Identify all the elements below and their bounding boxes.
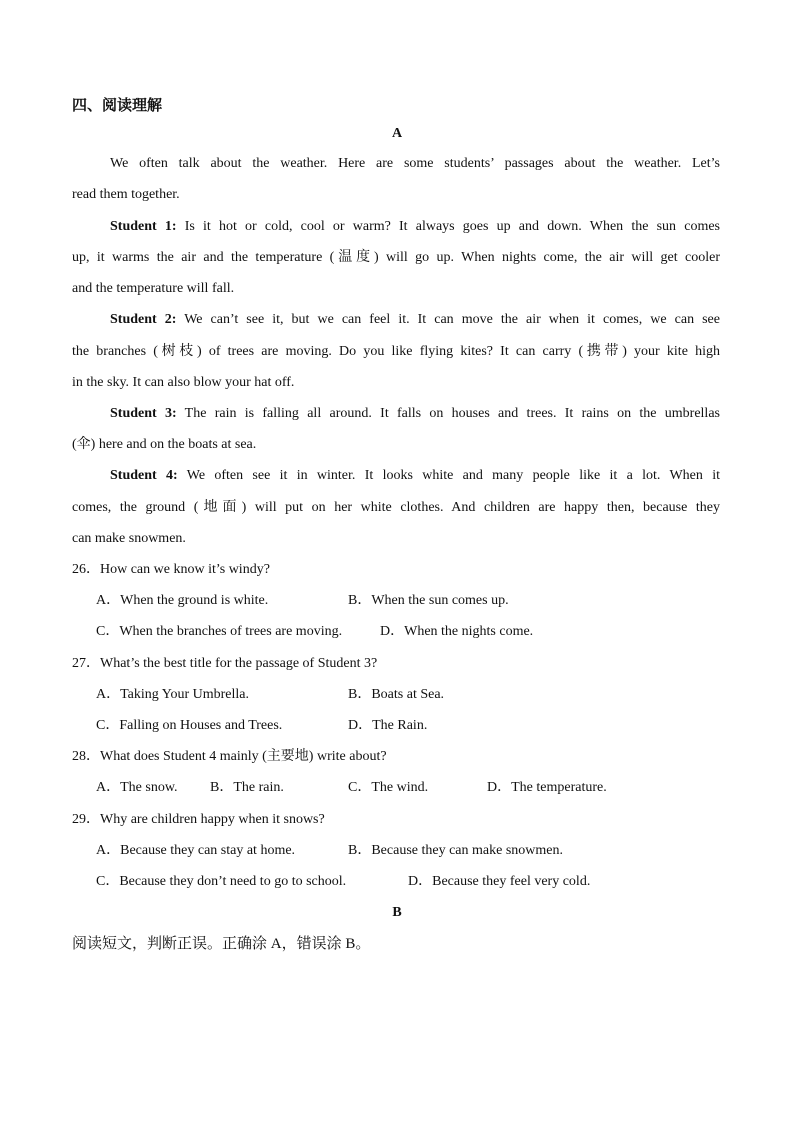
question-28-option-c: C．The wind. xyxy=(348,780,429,795)
student-1-line-2: up, it warms the air and the temperature (温度) will go up. When nights come, the air will get cooler xyxy=(72,250,720,265)
student-3-text: The rain is falling all around. It falls on houses and trees. It rains on the umbrellas xyxy=(184,406,720,421)
student-3-label: Student 3: xyxy=(110,406,177,421)
student-1-label: Student 1: xyxy=(110,219,177,234)
question-26-option-d: D．When the nights come. xyxy=(380,624,534,639)
intro-line-1: We often talk about the weather. Here are some students’ passages about the weather. Let’s xyxy=(110,156,720,171)
student-2-label: Student 2: xyxy=(110,312,177,327)
part-b-instruction: 阅读短文，判断正误。正确涂 A，错误涂 B。 xyxy=(72,936,371,952)
question-29-option-b: B．Because they can make snowmen. xyxy=(348,843,563,858)
question-26-option-c: C．When the branches of trees are moving. xyxy=(96,624,343,639)
question-26-option-a: A．When the ground is white. xyxy=(96,593,269,608)
question-28-option-b: B．The rain. xyxy=(210,780,284,795)
question-29-stem: 29．Why are children happy when it snows? xyxy=(72,812,325,827)
student-4-label: Student 4: xyxy=(110,468,178,483)
student-3-first-line xyxy=(72,404,720,424)
student-3-line-2: (伞) here and on the boats at sea. xyxy=(72,437,257,452)
section-title: 四、阅读理解 xyxy=(72,98,163,114)
part-a-label: A xyxy=(391,126,403,141)
question-26-stem: 26．How can we know it’s windy? xyxy=(72,562,270,577)
student-4-first-line xyxy=(72,466,720,486)
student-4-line-2: comes, the ground (地面) will put on her white clothes. And children are happy then, because they xyxy=(72,500,720,515)
student-1-first-line xyxy=(72,217,720,237)
student-2-text: We can’t see it, but we can feel it. It can move the air when it comes, we can see xyxy=(184,312,720,327)
question-27-option-c: C．Falling on Houses and Trees. xyxy=(96,718,283,733)
student-2-line-3: in the sky. It can also blow your hat off. xyxy=(72,375,295,390)
question-27-option-a: A．Taking Your Umbrella. xyxy=(96,687,250,702)
question-29-option-a: A．Because they can stay at home. xyxy=(96,843,296,858)
question-28-stem: 28．What does Student 4 mainly (主要地) write about? xyxy=(72,749,387,764)
student-2-first-line xyxy=(72,310,720,330)
student-2-line-2: the branches (树枝) of trees are moving. Do you like flying kites? It can carry (携带) your kite high xyxy=(72,344,720,359)
question-27-option-b: B．Boats at Sea. xyxy=(348,687,445,702)
part-b-label: B xyxy=(392,905,402,920)
student-1-text: Is it hot or cold, cool or warm? It always goes up and down. When the sun comes xyxy=(184,219,721,234)
question-29-option-d: D．Because they feel very cold. xyxy=(408,874,591,889)
question-28-option-d: D．The temperature. xyxy=(487,780,607,795)
question-26-option-b: B．When the sun comes up. xyxy=(348,593,509,608)
student-1-line-3: and the temperature will fall. xyxy=(72,281,235,296)
student-4-text: We often see it in winter. It looks white and many people like it a lot. When it xyxy=(186,468,720,483)
student-4-line-3: can make snowmen. xyxy=(72,531,186,546)
intro-line-2: read them together. xyxy=(72,187,180,202)
question-28-option-a: A．The snow. xyxy=(96,780,178,795)
question-29-option-c: C．Because they don’t need to go to school. xyxy=(96,874,347,889)
question-27-stem: 27．What’s the best title for the passage of Student 3? xyxy=(72,656,378,671)
question-27-option-d: D．The Rain. xyxy=(348,718,428,733)
